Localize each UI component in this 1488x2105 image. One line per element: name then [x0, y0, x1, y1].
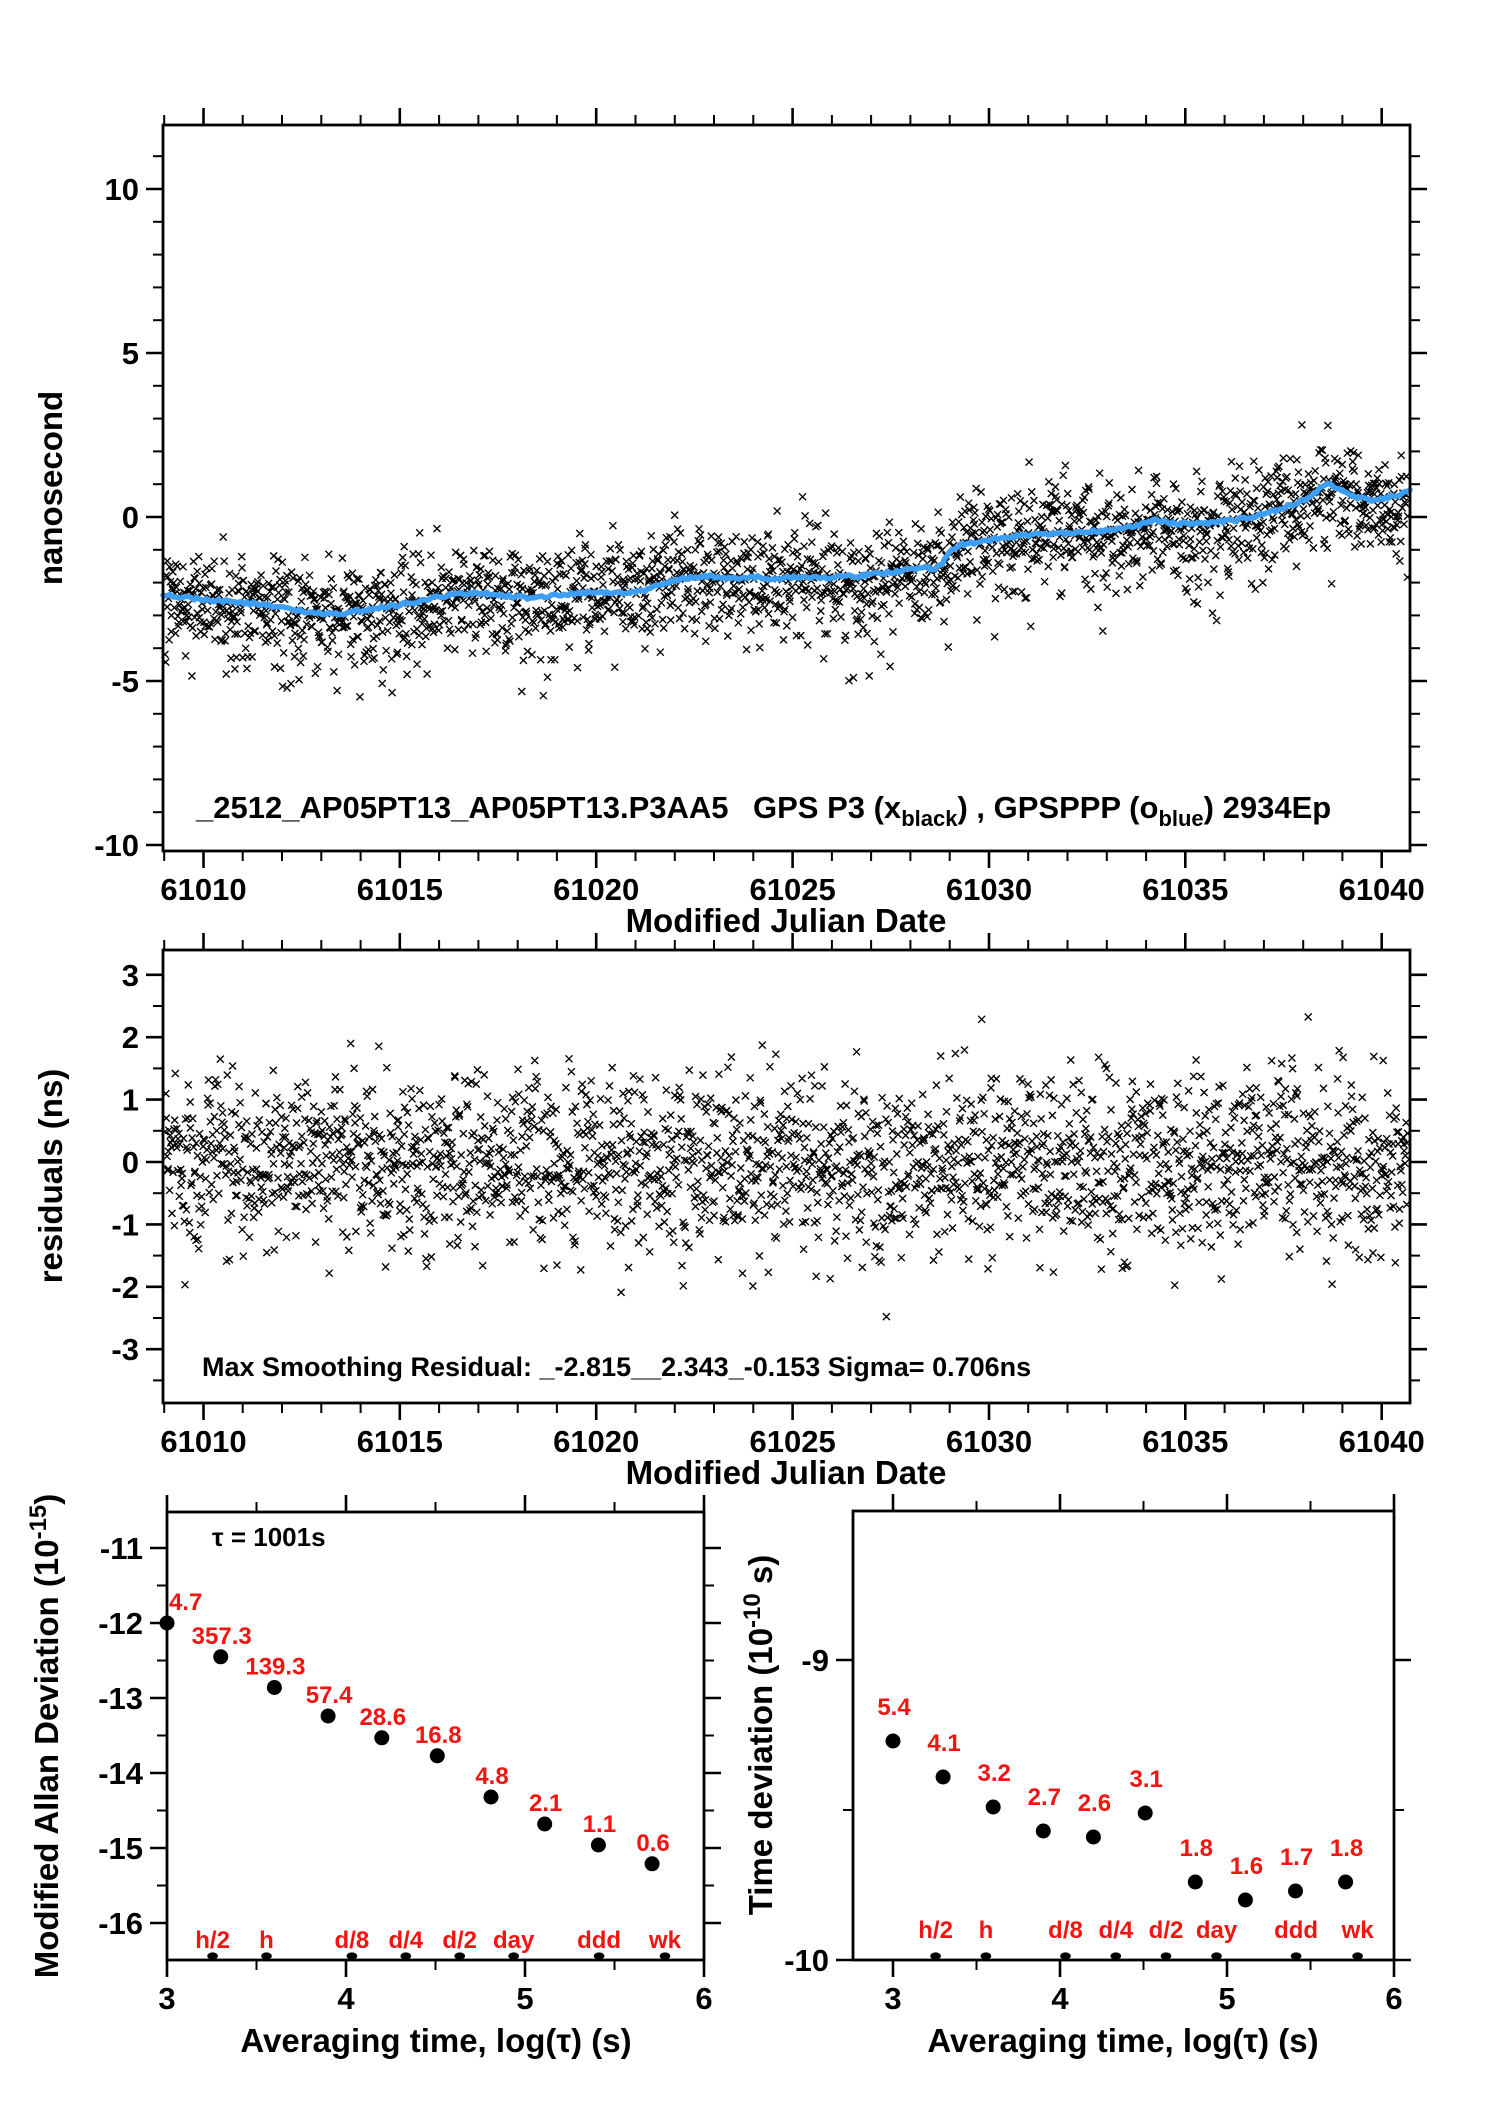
- mdev-tau-annotation: τ = 1001s: [212, 1522, 326, 1552]
- tdev-time-tag-label: day: [1195, 1917, 1238, 1944]
- tdev-ylabel-close: s): [742, 1554, 779, 1594]
- residuals-annotation: Max Smoothing Residual: _-2.815__2.343_-0.153 Sigma= 0.706ns: [202, 1352, 1032, 1382]
- residuals-y-tick-label: 2: [121, 1020, 139, 1056]
- tdev-time-tag-dot: [1110, 1952, 1121, 1959]
- residuals-xlabel: Modified Julian Date: [625, 1454, 947, 1491]
- mdev-panel: [25, 1494, 721, 2059]
- residuals-ylabel: residuals (ns): [32, 1068, 69, 1284]
- tdev-point: [1138, 1806, 1153, 1821]
- mdev-point-label: 1.1: [582, 1811, 617, 1838]
- tdev-point-label: 1.8: [1329, 1835, 1364, 1862]
- residuals-axis-box: [163, 950, 1410, 1403]
- residuals-panel: [32, 933, 1427, 1491]
- top-y-tick-label: -10: [94, 828, 139, 863]
- series-sub-black: black: [901, 806, 958, 831]
- residuals-y-tick-label: 1: [121, 1082, 139, 1118]
- tdev-ylabel-main: Time deviation (10: [742, 1627, 779, 1916]
- top-panel: [32, 108, 1427, 939]
- tdev-point-label: 4.1: [927, 1730, 961, 1757]
- series-label-gps-p3: GPS P3 (x: [753, 790, 902, 825]
- residuals-scatter-points: [162, 1014, 1412, 1321]
- mdev-point: [321, 1709, 336, 1724]
- mdev-panel-plot: [98, 1495, 721, 2016]
- mdev-y-tick-label: -16: [98, 1906, 143, 1941]
- tdev-y-tick-label: -10: [784, 1943, 829, 1978]
- mdev-ylabel: [25, 1494, 65, 1979]
- mdev-point: [160, 1616, 175, 1631]
- mdev-y-tick-label: -14: [98, 1756, 143, 1791]
- mdev-ylabel-main: Modified Allan Deviation (10: [28, 1539, 65, 1979]
- mdev-point-label: 4.7: [169, 1589, 203, 1616]
- top-y-tick-label: 5: [121, 336, 139, 371]
- mdev-point: [213, 1649, 228, 1664]
- mdev-y-tick-label: -12: [98, 1606, 143, 1641]
- top-panel-title-series: [753, 790, 1331, 831]
- tdev-point-label: 3.1: [1129, 1766, 1163, 1793]
- mdev-point-label: 4.8: [475, 1763, 509, 1790]
- residuals-x-tick-label: 61015: [356, 1424, 443, 1459]
- tdev-panel-plot: [784, 1494, 1411, 2016]
- mdev-time-tag-label: d/4: [388, 1927, 424, 1954]
- mdev-ylabel-close: ): [28, 1493, 65, 1505]
- tdev-x-tick-label: 5: [1218, 1981, 1236, 2016]
- mdev-point-label: 16.8: [414, 1721, 462, 1749]
- top-y-tick-label: 0: [121, 500, 139, 535]
- tdev-point: [1338, 1875, 1353, 1890]
- tdev-x-tick-label: 4: [1051, 1981, 1069, 2016]
- mdev-point-label: 28.6: [359, 1703, 407, 1731]
- top-x-tick-label: 61025: [749, 872, 836, 907]
- mdev-point: [645, 1856, 660, 1871]
- tdev-time-tag-dot: [1352, 1952, 1363, 1959]
- mdev-y-tick-label: -11: [99, 1531, 143, 1566]
- tdev-point-label: 1.7: [1279, 1844, 1314, 1871]
- tdev-time-tag-label: ddd: [1274, 1917, 1319, 1944]
- mdev-time-tag-label: h: [259, 1927, 274, 1954]
- mdev-x-tick-label: 4: [337, 1981, 355, 2016]
- tdev-time-tag-dot: [1060, 1952, 1071, 1959]
- tdev-time-tag-dot: [1211, 1952, 1222, 1959]
- residuals-x-tick-label: 61025: [749, 1424, 836, 1459]
- tdev-point: [886, 1734, 901, 1749]
- top-panel-plot: [94, 108, 1427, 907]
- residuals-x-tick-label: 61020: [553, 1424, 640, 1459]
- mdev-y-tick-label: -15: [98, 1831, 143, 1866]
- mdev-ylabel-exponent: -15: [25, 1504, 52, 1540]
- mdev-y-tick-label: -13: [98, 1681, 143, 1716]
- top-x-tick-label: 61010: [160, 872, 247, 907]
- tdev-point-label: 3.2: [977, 1760, 1011, 1787]
- mdev-time-tag-label: h/2: [195, 1927, 230, 1954]
- tdev-point-label: 2.7: [1027, 1784, 1061, 1811]
- residuals-y-tick-label: 0: [121, 1145, 139, 1180]
- mdev-time-tag-label: d/2: [442, 1927, 478, 1954]
- mdev-point-label: 139.3: [245, 1653, 306, 1681]
- residuals-y-tick-label: -2: [111, 1269, 139, 1305]
- series-label-gpsppp: ) , GPSPPP (o: [957, 790, 1159, 825]
- mdev-time-tag-label: wk: [648, 1927, 682, 1954]
- top-y-tick-label: 10: [104, 172, 139, 207]
- tdev-point: [986, 1800, 1001, 1815]
- mdev-point: [484, 1790, 499, 1805]
- tdev-panel: [739, 1494, 1411, 2059]
- tdev-ylabel-exponent: -10: [739, 1593, 766, 1628]
- mdev-point: [430, 1748, 445, 1763]
- mdev-point-label: 2.1: [529, 1790, 563, 1817]
- tdev-time-tag-label: d/2: [1148, 1917, 1184, 1944]
- mdev-time-tag-label: day: [493, 1927, 535, 1954]
- tdev-time-tag-label: d/8: [1048, 1917, 1083, 1944]
- mdev-point: [591, 1838, 606, 1853]
- residuals-x-tick-label: 61010: [160, 1424, 247, 1459]
- mdev-point-label: 57.4: [305, 1682, 353, 1709]
- mdev-x-tick-label: 5: [516, 1981, 534, 2016]
- mdev-xlabel: Averaging time, log(τ) (s): [240, 2022, 632, 2059]
- tdev-x-tick-label: 3: [884, 1981, 902, 2016]
- gps-p3-scatter-points: [162, 421, 1412, 700]
- tdev-point: [1086, 1830, 1101, 1845]
- tdev-time-tag-dot: [1291, 1952, 1302, 1959]
- top-x-tick-label: 61020: [553, 872, 640, 907]
- tdev-time-tag-dot: [1161, 1952, 1172, 1959]
- top-y-tick-label: -5: [111, 664, 139, 699]
- tdev-point-label: 5.4: [877, 1694, 911, 1721]
- tdev-x-tick-label: 6: [1385, 1981, 1403, 2016]
- tdev-point: [1188, 1875, 1203, 1890]
- top-x-tick-label: 61030: [945, 872, 1033, 907]
- top-x-tick-label: 61035: [1142, 872, 1229, 907]
- tdev-time-tag-label: wk: [1341, 1917, 1374, 1944]
- mdev-time-tag-label: ddd: [577, 1927, 622, 1954]
- tdev-point-label: 1.6: [1229, 1853, 1264, 1880]
- residuals-x-tick-label: 61040: [1338, 1424, 1425, 1459]
- residuals-y-tick-label: -3: [111, 1332, 139, 1368]
- mdev-point: [374, 1730, 389, 1745]
- top-x-tick-label: 61040: [1338, 872, 1425, 907]
- tdev-time-tag-label: h/2: [918, 1917, 953, 1944]
- top-x-tick-label: 61015: [356, 872, 443, 907]
- tdev-point: [936, 1770, 951, 1785]
- tdev-ylabel: [739, 1555, 779, 1916]
- mdev-time-tag-label: d/8: [334, 1927, 370, 1954]
- series-epoch-count: ) 2934Ep: [1203, 790, 1332, 825]
- residuals-x-tick-label: 61030: [945, 1424, 1033, 1459]
- tdev-xlabel: Averaging time, log(τ) (s): [927, 2022, 1319, 2059]
- mdev-point: [537, 1817, 552, 1832]
- tdev-point: [1036, 1824, 1051, 1839]
- top-panel-title-id: _2512_AP05PT13_AP05PT13.P3AA5: [196, 790, 729, 825]
- tdev-point: [1288, 1884, 1303, 1899]
- mdev-x-tick-label: 3: [158, 1981, 176, 2016]
- tdev-time-tag-dot: [981, 1952, 992, 1959]
- tdev-time-tag-label: d/4: [1098, 1917, 1134, 1944]
- top-ylabel: nanosecond: [32, 390, 69, 586]
- series-sub-blue: blue: [1158, 806, 1204, 831]
- tdev-point: [1238, 1893, 1253, 1908]
- tdev-time-tag-label: h: [978, 1917, 994, 1944]
- tdev-point-label: 1.8: [1179, 1835, 1213, 1862]
- tdev-y-tick-label: -9: [801, 1643, 829, 1678]
- mdev-point-label: 0.6: [636, 1829, 670, 1857]
- mdev-x-tick-label: 6: [695, 1981, 713, 2016]
- top-xlabel: Modified Julian Date: [625, 902, 947, 939]
- mdev-point: [267, 1680, 282, 1695]
- tdev-time-tag-dot: [930, 1952, 941, 1959]
- tdev-point-label: 2.6: [1077, 1790, 1112, 1817]
- residuals-y-tick-label: 3: [121, 957, 139, 993]
- residuals-y-tick-label: -1: [111, 1207, 139, 1243]
- mdev-point-label: 357.3: [191, 1622, 252, 1650]
- residuals-x-tick-label: 61035: [1142, 1424, 1229, 1459]
